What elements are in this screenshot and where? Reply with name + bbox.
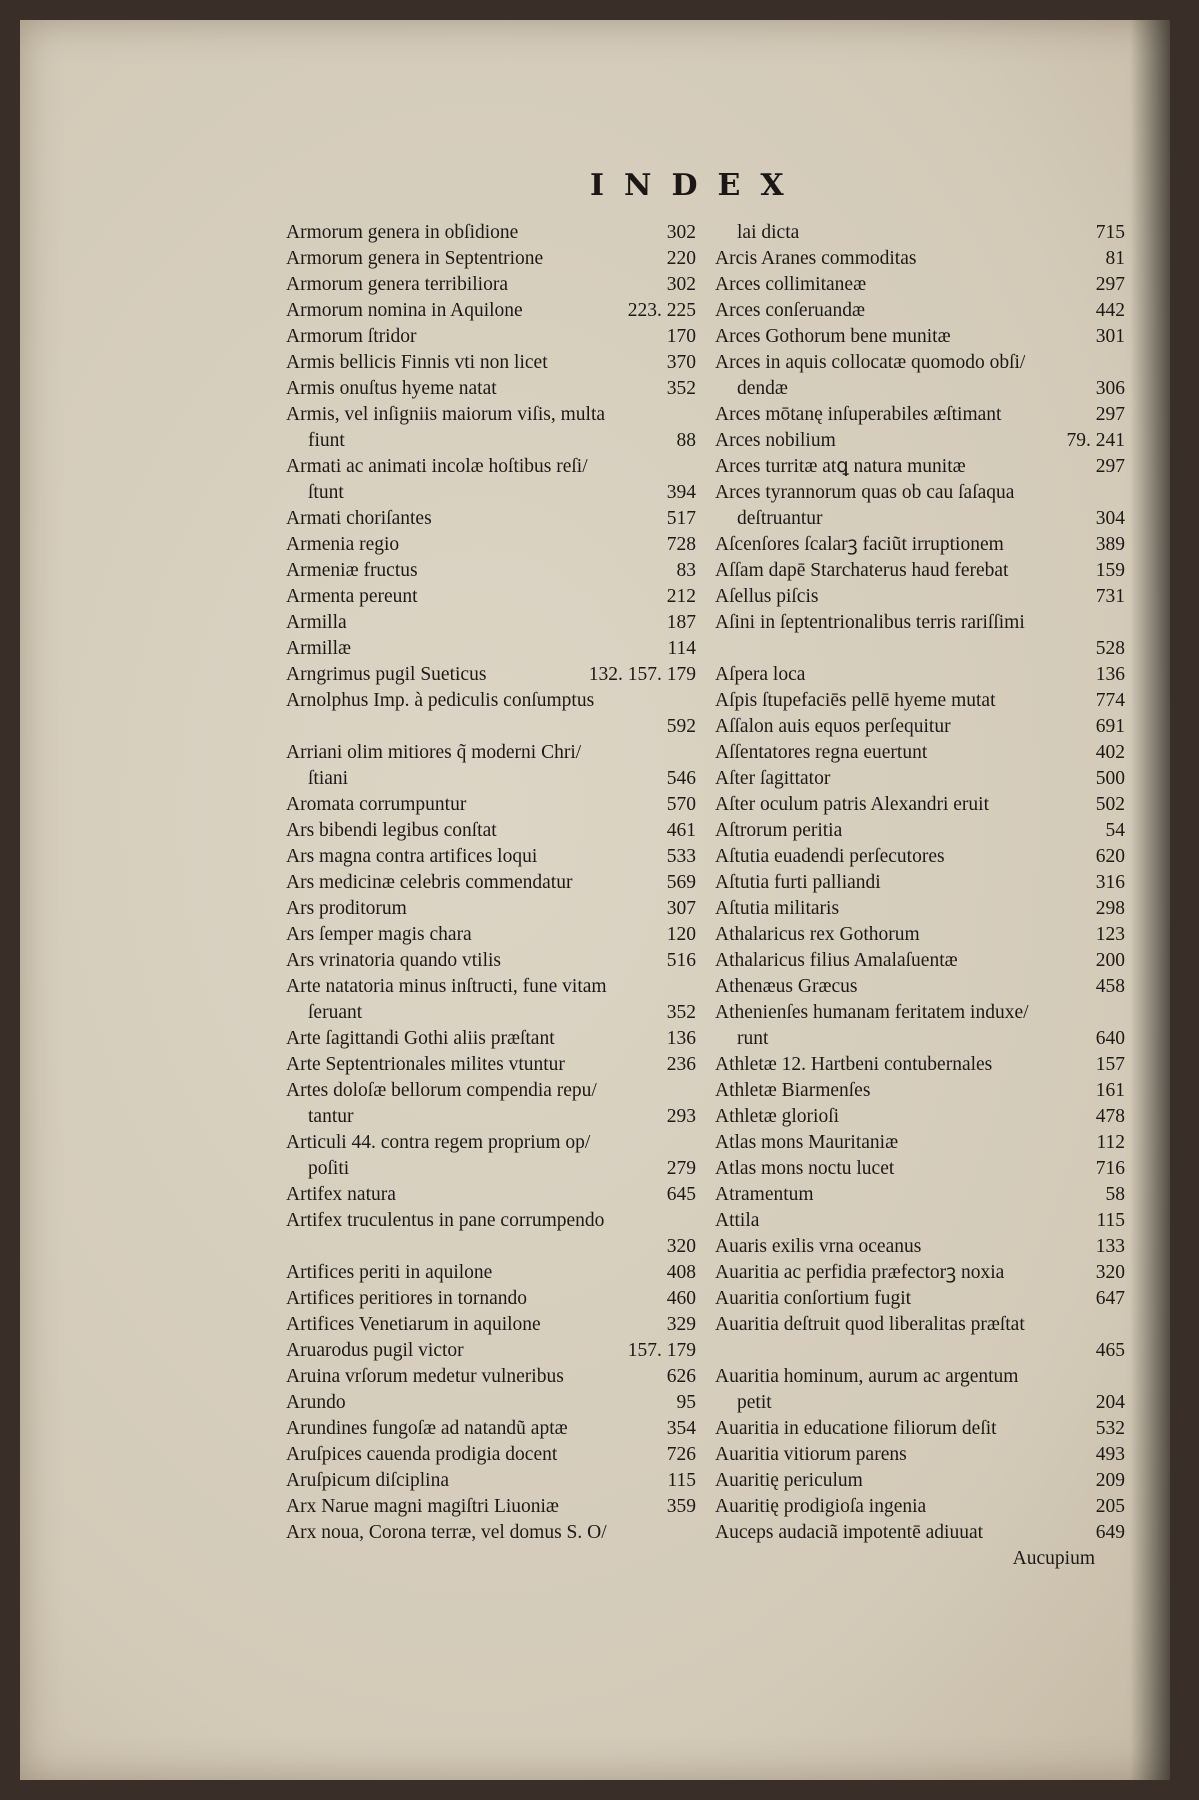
- entry-page-number: 88: [676, 430, 696, 451]
- index-entry: [286, 376, 696, 402]
- entry-term: Athletæ 12. Hartbeni contubernales: [715, 1054, 993, 1075]
- entry-term: Auaritię prodigioſa ingenia: [715, 1496, 927, 1517]
- index-entry: [286, 298, 696, 324]
- entry-page-number: 209: [1095, 1470, 1125, 1491]
- entry-page-number: 458: [1095, 976, 1125, 997]
- entry-term: Atlas mons noctu lucet: [715, 1158, 895, 1179]
- entry-page-number: 546: [666, 768, 696, 789]
- index-entry: [715, 818, 1125, 844]
- entry-page-number: 298: [1095, 898, 1125, 919]
- index-entry: [715, 428, 1125, 454]
- entry-term: Arx Narue magni magiſtri Liuoniæ: [286, 1496, 559, 1517]
- index-entry: [715, 1442, 1125, 1468]
- entry-term: Auaris exilis vrna oceanus: [715, 1236, 922, 1257]
- entry-term: Armati choriſantes: [286, 508, 432, 529]
- index-entry: [715, 1078, 1125, 1104]
- entry-term: Arundines fungoſæ ad natandũ aptæ: [286, 1418, 568, 1439]
- index-entry: [715, 376, 1125, 402]
- entry-term: Aſini in ſeptentrionalibus terris rariſſimi: [715, 612, 1025, 633]
- entry-page-number: 302: [666, 222, 696, 243]
- entry-term: Aſtutia militaris: [715, 898, 840, 919]
- entry-page-number: 726: [666, 1444, 696, 1465]
- index-entry: [715, 1494, 1125, 1520]
- index-entry: [286, 1416, 696, 1442]
- index-entry: [286, 1442, 696, 1468]
- entry-term: Armeniæ fructus: [286, 560, 418, 581]
- entry-page-number: 205: [1095, 1496, 1125, 1517]
- entry-page-number: 528: [1095, 638, 1125, 659]
- entry-page-number: 533: [666, 846, 696, 867]
- entry-page-number: 157: [1095, 1054, 1125, 1075]
- entry-term: Auaritia deſtruit quod liberalitas præſtat: [715, 1314, 1025, 1335]
- index-entry: [715, 688, 1125, 714]
- index-entry: [286, 792, 696, 818]
- entry-term: Armorum nomina in Aquilone: [286, 300, 523, 321]
- entry-page-number: 112: [1096, 1132, 1125, 1153]
- index-entry: [286, 584, 696, 610]
- entry-term: Armorum ſtridor: [286, 326, 417, 347]
- entry-term: Aſellus piſcis: [715, 586, 819, 607]
- entry-term: Atramentum: [715, 1184, 814, 1205]
- entry-page-number: 394: [666, 482, 696, 503]
- index-entry: [286, 740, 696, 766]
- entry-term: Arngrimus pugil Sueticus: [286, 664, 487, 685]
- entry-term: Arces collimitaneæ: [715, 274, 867, 295]
- index-entry: [286, 1052, 696, 1078]
- entry-term: tantur: [308, 1106, 354, 1127]
- index-entry: [286, 428, 696, 454]
- entry-term: Aſtutia euadendi perſecutores: [715, 846, 945, 867]
- entry-page-number: 389: [1095, 534, 1125, 555]
- index-entry: [715, 740, 1125, 766]
- entry-term: Aſcenſores ſcalarꝫ faciũt irruptionem: [715, 534, 1004, 555]
- entry-page-number: 136: [1095, 664, 1125, 685]
- index-entry: [286, 558, 696, 584]
- entry-term: dendæ: [737, 378, 788, 399]
- entry-page-number: 370: [666, 352, 696, 373]
- index-entry: [715, 922, 1125, 948]
- entry-page-number: 133: [1095, 1236, 1125, 1257]
- entry-page-number: 161: [1095, 1080, 1125, 1101]
- entry-page-number: 79. 241: [1066, 430, 1125, 451]
- index-entry: [715, 532, 1125, 558]
- entry-term: Aſter oculum patris Alexandri eruit: [715, 794, 990, 815]
- entry-page-number: 320: [666, 1236, 696, 1257]
- entry-term: Arnolphus Imp. à pediculis conſumptus: [286, 690, 595, 711]
- entry-term: Ars bibendi legibus conſtat: [286, 820, 497, 841]
- index-entry: [286, 1156, 696, 1182]
- index-entry: [286, 1260, 696, 1286]
- entry-term: Auceps audaciã impotentē adiuuat: [715, 1522, 984, 1543]
- entry-page-number: 304: [1095, 508, 1125, 529]
- index-entry: [286, 1286, 696, 1312]
- index-entry: [286, 1312, 696, 1338]
- entry-page-number: 461: [666, 820, 696, 841]
- entry-term: Auaritia conſortium fugit: [715, 1288, 912, 1309]
- entry-term: Aſpis ſtupefaciēs pellē hyeme mutat: [715, 690, 996, 711]
- entry-term: Atlas mons Mauritaniæ: [715, 1132, 899, 1153]
- index-entry: [715, 1234, 1125, 1260]
- index-entry: [715, 766, 1125, 792]
- entry-page-number: 279: [666, 1158, 696, 1179]
- index-entry: [715, 324, 1125, 350]
- entry-page-number: 465: [1095, 1340, 1125, 1361]
- entry-page-number: 120: [666, 924, 696, 945]
- entry-page-number: 157. 179: [627, 1340, 696, 1361]
- entry-term: Athenæus Græcus: [715, 976, 858, 997]
- entry-term: Aſtrorum peritia: [715, 820, 843, 841]
- index-entry: [715, 1286, 1125, 1312]
- entry-term: Armis bellicis Finnis vti non licet: [286, 352, 548, 373]
- entry-page-number: 728: [666, 534, 696, 555]
- entry-term: Athletæ glorioſi: [715, 1106, 840, 1127]
- entry-page-number: 316: [1095, 872, 1125, 893]
- index-entry: [715, 974, 1125, 1000]
- entry-term: Armis, vel inſigniis maiorum viſis, multa: [286, 404, 606, 425]
- entry-page-number: 204: [1095, 1392, 1125, 1413]
- entry-page-number: 460: [666, 1288, 696, 1309]
- entry-page-number: 293: [666, 1106, 696, 1127]
- entry-term: Armilla: [286, 612, 347, 633]
- index-entry: [286, 948, 696, 974]
- entry-term: Arces conſeruandæ: [715, 300, 865, 321]
- index-entry: [286, 246, 696, 272]
- entry-page-number: 691: [1095, 716, 1125, 737]
- entry-page-number: 647: [1095, 1288, 1125, 1309]
- index-entry: [715, 636, 1125, 662]
- entry-page-number: 359: [666, 1496, 696, 1517]
- index-entry: [715, 1130, 1125, 1156]
- entry-term: Armorum genera in Septentrione: [286, 248, 544, 269]
- entry-term: Artifex natura: [286, 1184, 396, 1205]
- index-entry: [715, 1520, 1125, 1546]
- index-entry: [715, 1390, 1125, 1416]
- entry-page-number: 532: [1095, 1418, 1125, 1439]
- index-entry: [715, 584, 1125, 610]
- index-entry: [286, 610, 696, 636]
- entry-page-number: 302: [666, 274, 696, 295]
- index-entry: [715, 1156, 1125, 1182]
- entry-term: Ars magna contra artifices loqui: [286, 846, 538, 867]
- entry-term: Armillæ: [286, 638, 352, 659]
- entry-term: Aſſentatores regna euertunt: [715, 742, 928, 763]
- entry-page-number: 516: [666, 950, 696, 971]
- index-entry: [286, 402, 696, 428]
- entry-term: Ars proditorum: [286, 898, 407, 919]
- index-entry: [715, 246, 1125, 272]
- entry-term: Aromata corrumpuntur: [286, 794, 467, 815]
- index-entry: [286, 1208, 696, 1234]
- index-entry: [715, 1104, 1125, 1130]
- entry-term: Armorum genera terribiliora: [286, 274, 508, 295]
- index-entry: [286, 220, 696, 246]
- index-entry: [286, 1494, 696, 1520]
- entry-page-number: 297: [1095, 456, 1125, 477]
- entry-page-number: 620: [1095, 846, 1125, 867]
- entry-term: Athalaricus filius Amalaſuentæ: [715, 950, 958, 971]
- entry-term: ſeruant: [308, 1002, 363, 1023]
- index-entry: [715, 714, 1125, 740]
- entry-term: Arces nobilium: [715, 430, 836, 451]
- entry-term: Armenia regio: [286, 534, 400, 555]
- index-entry: [715, 480, 1125, 506]
- index-entry: [715, 1052, 1125, 1078]
- entry-term: Attila: [715, 1210, 760, 1231]
- entry-term: Athenienſes humanam feritatem induxe/: [715, 1002, 1029, 1023]
- entry-page-number: 645: [666, 1184, 696, 1205]
- index-entry: [286, 1000, 696, 1026]
- left-index-column: [286, 220, 696, 1546]
- index-entry: [286, 272, 696, 298]
- index-entry: [715, 272, 1125, 298]
- entry-term: lai dicta: [737, 222, 800, 243]
- entry-term: Ars medicinæ celebris commendatur: [286, 872, 573, 893]
- entry-term: ſtunt: [308, 482, 344, 503]
- entry-page-number: 306: [1095, 378, 1125, 399]
- entry-page-number: 200: [1095, 950, 1125, 971]
- entry-term: Arx noua, Corona terræ, vel domus S. O/: [286, 1522, 607, 1543]
- index-entry: [286, 1182, 696, 1208]
- index-entry: [715, 506, 1125, 532]
- entry-page-number: 307: [666, 898, 696, 919]
- entry-term: Armorum genera in obſidione: [286, 222, 519, 243]
- entry-term: Aſter ſagittator: [715, 768, 831, 789]
- entry-term: Arces in aquis collocatæ quomodo obſi/: [715, 352, 1026, 373]
- entry-term: Arces mōtanę inſuperabiles æſtimant: [715, 404, 1002, 425]
- index-entry: [715, 610, 1125, 636]
- index-entry: [715, 1312, 1125, 1338]
- index-entry: [286, 1078, 696, 1104]
- index-entry: [286, 870, 696, 896]
- entry-term: Aſſalon auis equos perſequitur: [715, 716, 951, 737]
- index-entry: [286, 1338, 696, 1364]
- entry-page-number: 569: [666, 872, 696, 893]
- index-entry: [286, 662, 696, 688]
- entry-page-number: 626: [666, 1366, 696, 1387]
- catchword: Aucupium: [1012, 1548, 1095, 1569]
- index-entry: [286, 532, 696, 558]
- entry-term: Auaritia hominum, aurum ac argentum: [715, 1366, 1019, 1387]
- entry-term: Arte natatoria minus inſtructi, fune vitam: [286, 976, 607, 997]
- entry-page-number: 187: [666, 612, 696, 633]
- entry-term: Aruſpices cauenda prodigia docent: [286, 1444, 558, 1465]
- entry-term: Armenta pereunt: [286, 586, 418, 607]
- index-entry: [286, 480, 696, 506]
- index-entry: [715, 662, 1125, 688]
- entry-page-number: 329: [666, 1314, 696, 1335]
- index-entry: [715, 402, 1125, 428]
- entry-term: Aſſam dapē Starchaterus haud ferebat: [715, 560, 1009, 581]
- entry-term: Athalaricus rex Gothorum: [715, 924, 920, 945]
- right-index-column: [715, 220, 1125, 1572]
- index-entry: [715, 844, 1125, 870]
- index-entry: [286, 1468, 696, 1494]
- entry-term: Arte Septentrionales milites vtuntur: [286, 1054, 565, 1075]
- entry-term: Athletæ Biarmenſes: [715, 1080, 871, 1101]
- index-entry: [715, 1338, 1125, 1364]
- index-entry: [286, 1234, 696, 1260]
- index-entry: [715, 1364, 1125, 1390]
- entry-page-number: 220: [666, 248, 696, 269]
- entry-page-number: 115: [667, 1470, 696, 1491]
- entry-page-number: 170: [666, 326, 696, 347]
- entry-term: Ars vrinatoria quando vtilis: [286, 950, 502, 971]
- entry-term: runt: [737, 1028, 769, 1049]
- index-entry: [286, 324, 696, 350]
- entry-page-number: 402: [1095, 742, 1125, 763]
- entry-term: poſiti: [308, 1158, 350, 1179]
- index-entry: [715, 454, 1125, 480]
- entry-page-number: 731: [1095, 586, 1125, 607]
- index-entry: [286, 1026, 696, 1052]
- entry-page-number: 352: [666, 1002, 696, 1023]
- entry-term: Auaritia in educatione filiorum deſit: [715, 1418, 997, 1439]
- entry-term: Armis onuſtus hyeme natat: [286, 378, 497, 399]
- entry-term: fiunt: [308, 430, 345, 451]
- page-header: INDEX: [590, 168, 804, 203]
- index-entry: [286, 896, 696, 922]
- index-entry: [715, 350, 1125, 376]
- index-entry: [286, 506, 696, 532]
- entry-term: Arces turritæ atꝗ natura munitæ: [715, 456, 966, 477]
- entry-term: Artifices peritiores in tornando: [286, 1288, 527, 1309]
- entry-page-number: 297: [1095, 274, 1125, 295]
- index-entry: [715, 1208, 1125, 1234]
- index-entry: [715, 1182, 1125, 1208]
- index-entry: [715, 1416, 1125, 1442]
- index-entry: [715, 870, 1125, 896]
- index-entry: [286, 1520, 696, 1546]
- entry-page-number: 493: [1095, 1444, 1125, 1465]
- index-entry: [715, 948, 1125, 974]
- index-entry: [286, 636, 696, 662]
- entry-page-number: 502: [1095, 794, 1125, 815]
- index-entry: [715, 1468, 1125, 1494]
- entry-page-number: 592: [666, 716, 696, 737]
- entry-page-number: 715: [1095, 222, 1125, 243]
- entry-term: Arces Gothorum bene munitæ: [715, 326, 951, 347]
- entry-term: Aruina vrſorum medetur vulneribus: [286, 1366, 564, 1387]
- entry-term: Aruarodus pugil victor: [286, 1340, 464, 1361]
- index-entry: [286, 454, 696, 480]
- entry-page-number: 123: [1095, 924, 1125, 945]
- entry-page-number: 159: [1095, 560, 1125, 581]
- index-entry: [715, 220, 1125, 246]
- entry-page-number: 297: [1095, 404, 1125, 425]
- entry-page-number: 354: [666, 1418, 696, 1439]
- entry-term: Arces tyrannorum quas ob cau ſaſaqua: [715, 482, 1015, 503]
- index-entry: [286, 1390, 696, 1416]
- entry-term: Arundo: [286, 1392, 346, 1413]
- entry-page-number: 95: [676, 1392, 696, 1413]
- entry-term: Armati ac animati incolæ hoſtibus reſi/: [286, 456, 588, 477]
- entry-page-number: 442: [1095, 300, 1125, 321]
- index-entry: [286, 350, 696, 376]
- book-page: [20, 20, 1170, 1780]
- index-entry: [286, 818, 696, 844]
- entry-term: Auaritia ac perfidia præfectorꝫ noxia: [715, 1262, 1005, 1283]
- entry-page-number: 54: [1105, 820, 1125, 841]
- index-entry: [286, 844, 696, 870]
- index-entry: [715, 1026, 1125, 1052]
- entry-page-number: 500: [1095, 768, 1125, 789]
- entry-page-number: 352: [666, 378, 696, 399]
- index-entry: [286, 1130, 696, 1156]
- entry-page-number: 716: [1095, 1158, 1125, 1179]
- entry-page-number: 774: [1095, 690, 1125, 711]
- entry-term: Ars ſemper magis chara: [286, 924, 472, 945]
- index-entry: [286, 714, 696, 740]
- entry-page-number: 408: [666, 1262, 696, 1283]
- index-entry: [286, 1364, 696, 1390]
- entry-page-number: 301: [1095, 326, 1125, 347]
- entry-page-number: 320: [1095, 1262, 1125, 1283]
- entry-term: Arcis Aranes commoditas: [715, 248, 917, 269]
- entry-page-number: 81: [1105, 248, 1125, 269]
- index-entry: [286, 1104, 696, 1130]
- entry-term: Auaritię periculum: [715, 1470, 863, 1491]
- entry-term: Artifices Venetiarum in aquilone: [286, 1314, 541, 1335]
- entry-page-number: 58: [1105, 1184, 1125, 1205]
- entry-term: deſtruantur: [737, 508, 823, 529]
- entry-term: petit: [737, 1392, 772, 1413]
- entry-page-number: 115: [1096, 1210, 1125, 1231]
- index-entry: [715, 896, 1125, 922]
- entry-page-number: 136: [666, 1028, 696, 1049]
- entry-page-number: 132. 157. 179: [588, 664, 696, 685]
- entry-term: Auaritia vitiorum parens: [715, 1444, 907, 1465]
- entry-page-number: 640: [1095, 1028, 1125, 1049]
- entry-page-number: 83: [676, 560, 696, 581]
- entry-term: Artes doloſæ bellorum compendia repu/: [286, 1080, 597, 1101]
- entry-page-number: 212: [666, 586, 696, 607]
- entry-term: Artifices periti in aquilone: [286, 1262, 493, 1283]
- index-entry: [715, 792, 1125, 818]
- index-entry: [715, 558, 1125, 584]
- index-entry: [286, 922, 696, 948]
- entry-term: Arriani olim mitiores q̃ moderni Chri/: [286, 742, 582, 763]
- entry-page-number: 517: [666, 508, 696, 529]
- entry-term: Artifex truculentus in pane corrumpendo: [286, 1210, 605, 1231]
- entry-term: Articuli 44. contra regem proprium op/: [286, 1132, 591, 1153]
- index-entry: [715, 1000, 1125, 1026]
- entry-term: Aruſpicum diſciplina: [286, 1470, 450, 1491]
- entry-page-number: 649: [1095, 1522, 1125, 1543]
- entry-page-number: 478: [1095, 1106, 1125, 1127]
- entry-term: Aſtutia furti palliandi: [715, 872, 881, 893]
- entry-term: Arte ſagittandi Gothi aliis præſtant: [286, 1028, 555, 1049]
- index-entry: [715, 298, 1125, 324]
- entry-term: Aſpera loca: [715, 664, 806, 685]
- entry-page-number: 236: [666, 1054, 696, 1075]
- index-entry: [286, 766, 696, 792]
- entry-page-number: 223. 225: [627, 300, 696, 321]
- index-entry: [715, 1260, 1125, 1286]
- entry-page-number: 570: [666, 794, 696, 815]
- entry-page-number: 114: [667, 638, 696, 659]
- entry-term: ſtiani: [308, 768, 349, 789]
- index-entry: [286, 974, 696, 1000]
- index-entry: [286, 688, 696, 714]
